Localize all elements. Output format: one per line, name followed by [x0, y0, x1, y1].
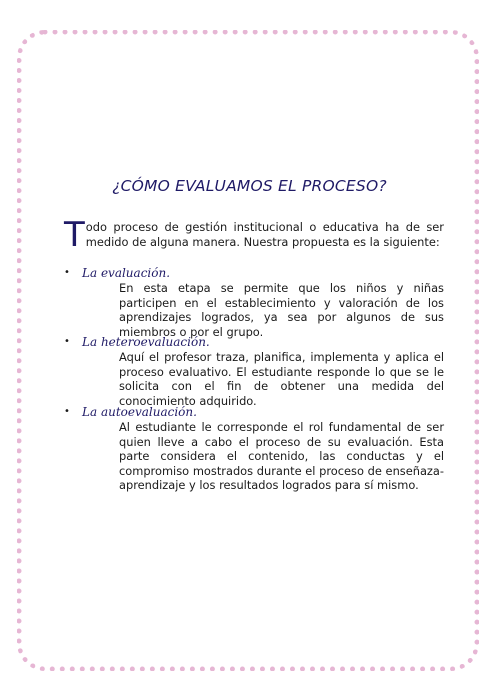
page-title: ¿CÓMO EVALUAMOS EL PROCESO?: [112, 177, 387, 195]
section-heading: La autoevaluación.: [82, 405, 197, 419]
section-heading: La heteroevaluación.: [82, 335, 210, 349]
bullet-marker: •: [64, 406, 70, 417]
intro-text: odo proceso de gestión institucional o educativa ha de ser medido de alguna manera. Nuestra propuesta es la siguiente:: [85, 220, 444, 249]
section-autoevaluacion: [64, 404, 444, 493]
bullet-marker: •: [64, 336, 70, 347]
drop-cap: T: [64, 215, 85, 255]
bullet-marker: •: [64, 267, 70, 278]
section-heteroevaluacion: [64, 334, 444, 408]
section-body: Aquí el profesor traza, planifica, implementa y aplica el proceso evaluativo. El estudiante responde lo que se le solicita con el fin de obtener una medida del conocimiento adquirido.: [119, 350, 444, 408]
intro-paragraph: [64, 215, 444, 255]
section-evaluacion: [64, 265, 444, 339]
section-heading: La evaluación.: [82, 266, 171, 280]
section-body: Al estudiante le corresponde el rol fundamental de ser quien lleve a cabo el proceso de su evaluación. Esta parte considera el contenido, las conductas y el compromiso mostrados durante el proceso de enseñaza-aprendizaje y los resultados logrados para sí mismo.: [119, 420, 444, 493]
section-body: En esta etapa se permite que los niños y niñas participen en el establecimiento y valoración de los aprendizajes logrados, ya sea por algunos de sus miembros o por el grupo.: [119, 281, 444, 339]
